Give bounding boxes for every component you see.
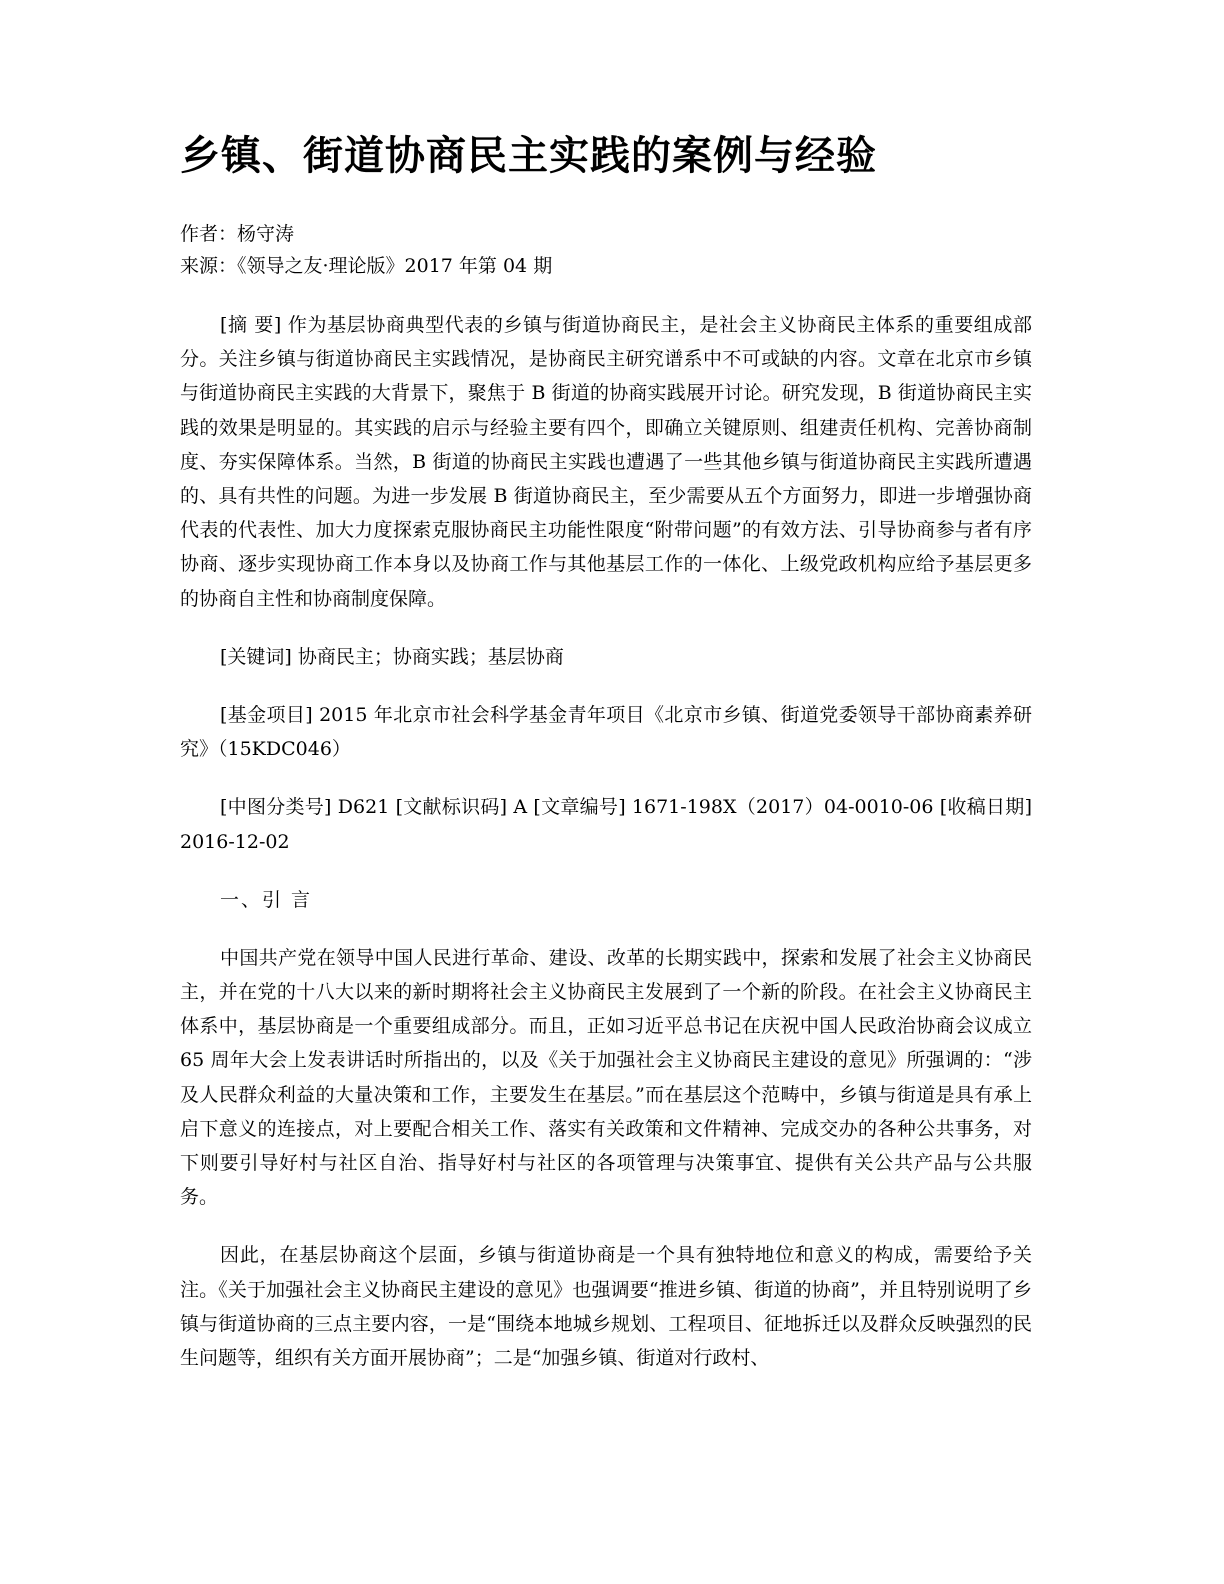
body-paragraph: 因此，在基层协商这个层面，乡镇与街道协商是一个具有独特地位和意义的构成，需要给予关注。《关于加强社会主义协商民主建设的意见》也强调要“推进乡镇、街道的协商”，并且特别说明了乡镇与街道协商的三点主要内容，一是“围绕本地城乡规划、工程项目、征地拆迁以及群众反映强烈的民生问题等，组织有关方面开展协商”；二是“加强乡镇、街道对行政村、 xyxy=(180,1244,1032,1370)
body-paragraph: 中国共产党在领导中国人民进行革命、建设、改革的长期实践中，探索和发展了社会主义协商民主，并在党的十八大以来的新时期将社会主义协商民主发展到了一个新的阶段。在社会主义协商民主体系中，基层协商是一个重要组成部分。而且，正如习近平总书记在庆祝中国人民政治协商会议成立 65 周年大会上发表讲话时所指出的，以及《关于加强社会主义协商民主建设的意见》所强调的：“涉及人民群众利益的大量决策和工作，主要发生在基层。”而在基层这个范畴中，乡镇与街道是具有承上启下意义的连接点，对上要配合相关工作、落实有关政策和文件精神、完成交办的各种公共事务，对下则要引导好村与社区自治、指导好村与社区的各项管理与决策事宜、提供有关公共产品与公共服务。 xyxy=(180,946,1032,1209)
section-heading: 一、引 言 xyxy=(220,888,313,911)
document-page xyxy=(180,128,1032,1375)
abstract-paragraph: [摘 要] 作为基层协商典型代表的乡镇与街道协商民主，是社会主义协商民主体系的重要组成部分。关注乡镇与街道协商民主实践情况，是协商民主研究谱系中不可或缺的内容。文章在北京市乡镇与街道协商民主实践的大背景下，聚焦于 B 街道的协商实践展开讨论。研究发现，B 街道协商民主实践的效果是明显的。其实践的启示与经验主要有四个，即确立关键原则、组建责任机构、完善协商制度、夯实保障体系。当然，B 街道的协商民主实践也遭遇了一些其他乡镇与街道协商民主实践所遭遇的、具有共性的问题。为进一步发展 B 街道协商民主，至少需要从五个方面努力，即进一步增强协商代表的代表性、加大力度探索克服协商民主功能性限度“附带问题”的有效方法、引导协商参与者有序协商、逐步实现协商工作本身以及协商工作与其他基层工作的一体化、上级党政机构应给予基层更多的协商自主性和协商制度保障。 xyxy=(180,314,1032,610)
classification-paragraph: [中图分类号] D621 [文献标识码] A [文章编号] 1671-198X（2017）04-0010-06 [收稿日期] 2016-12-02 xyxy=(180,796,1032,853)
fund-paragraph: [基金项目] 2015 年北京市社会科学基金青年项目《北京市乡镇、街道党委领导干部协商素养研究》（15KDC046） xyxy=(180,704,1032,761)
source-line: 来源：《领导之友·理论版》2017 年第 04 期 xyxy=(180,255,553,277)
author-line: 作者：杨守涛 xyxy=(180,223,295,245)
article-title: 乡镇、街道协商民主实践的案例与经验 xyxy=(180,133,877,179)
keywords-paragraph: [关键词] 协商民主；协商实践；基层协商 xyxy=(220,645,564,668)
article-meta xyxy=(180,218,1032,282)
